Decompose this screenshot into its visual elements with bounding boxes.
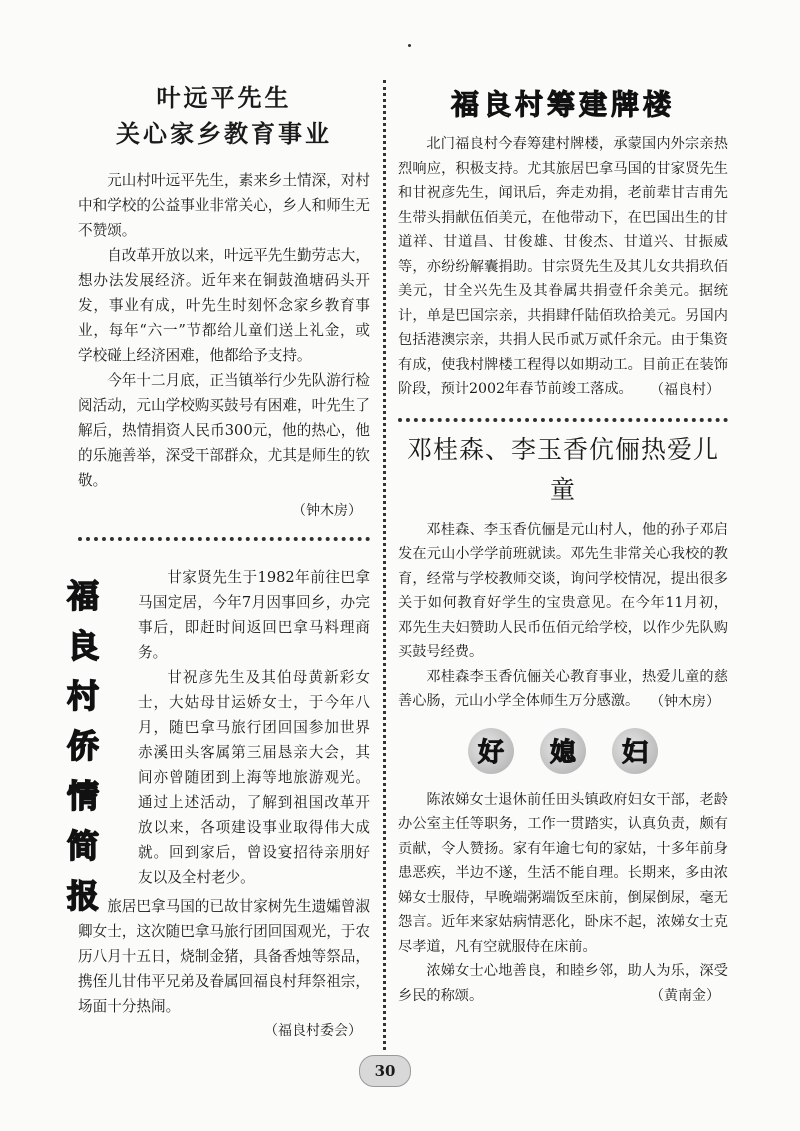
article-source: （福良村委会） <box>264 1023 362 1039</box>
article-source: （钟木房） <box>650 693 720 710</box>
paragraph: 今年十二月底，正当镇举行少先队游行检阅活动，元山学校购买鼓号有困难，叶先生了解后，热情捐资人民币300元，他的热心，他的乐施善举，深受干部群众，尤其是师生的钦敬。 <box>78 372 370 489</box>
banner-char: 情 <box>66 777 99 815</box>
vertical-banner-title <box>66 573 100 923</box>
paragraph: 甘家贤先生于1982年前往巴拿马国定居，今年7月因事回乡，办完事后，即赶时间返回巴拿马料理商务。 <box>138 569 370 661</box>
article-title: 邓桂森、李玉香伉俪热爱儿童 <box>406 434 719 504</box>
article-ye-yuanping <box>78 80 370 523</box>
banner-char: 侨 <box>66 727 99 765</box>
banner-char: 村 <box>66 677 99 715</box>
paragraph: 浓娣女士心地善良，和睦乡邻，助人为乐，深受乡民的称颂。 <box>398 963 728 1004</box>
page-number: 30 <box>359 1055 411 1087</box>
article-archway <box>398 84 728 402</box>
banner-char: 福 <box>66 577 99 615</box>
article-overseas-news <box>66 549 370 1043</box>
right-column <box>398 80 728 1008</box>
title-circle-char: 媳 <box>540 728 586 774</box>
article-source: （福良村） <box>650 381 720 398</box>
circle-title <box>398 728 728 774</box>
title-circle-char: 妇 <box>612 728 658 774</box>
article-title: 福良村筹建牌楼 <box>450 88 675 121</box>
paragraph: 北门福良村今春筹建村牌楼，承蒙国内外宗亲热烈响应，积极支持。尤其旅居巴拿马国的甘家贤先生和甘祝彦先生，闻讯后，奔走劝捐，老前辈甘吉甫先生带头捐献伍佰美元，在他带动下，在巴国出生的甘道祥、甘道昌、甘俊雄、甘俊杰、甘道兴、甘振威等，亦纷纷解囊捐助。甘宗贤先生及其儿女共捐玖佰美元，甘全兴先生及其眷属共捐壹仟余美元。据统计，单是巴国宗亲，共捐肆仟陆佰玖拾美元。另国内包括港澳宗亲，共捐人民币贰万贰仟余元。由于集资有成，使我村牌楼工程得以如期动工。目前正在装饰阶段，预计2002年春节前竣工落成。 <box>398 136 728 397</box>
paragraph: 陈浓娣女士退休前任田头镇政府妇女干部，老龄办公室主任等职务，工作一贯踏实，认真负责，颇有贡献，令人赞扬。家有年逾七旬的家姑，十多年前身患恶疾，半边不遂，生活不能自理。长期来，多由浓娣女士服侍，早晚端粥端饭至床前，倒屎倒尿，毫无怨言。近年来家姑病情恶化，卧床不起，浓娣女士克尽孝道，凡有空就服侍在床前。 <box>398 791 728 955</box>
banner-char: 良 <box>66 627 99 665</box>
left-column <box>66 80 370 1043</box>
section-separator <box>78 537 370 541</box>
article-title-line1: 叶远平先生 <box>156 83 292 112</box>
paragraph: 邓桂森李玉香伉俪关心教育事业，热爱儿童的慈善心肠，元山小学全体师生万分感激。 <box>398 668 728 709</box>
title-circle-char: 好 <box>468 728 514 774</box>
paragraph: 邓桂森、李玉香伉俪是元山村人，他的孙子邓启发在元山小学学前班就读。邓先生非常关心我校的教育，经常与学校教师交谈，询问学校情况，提出很多关于如何教育好学生的宝贵意见。在今年11月初，邓先生夫妇赞助人民币伍佰元给学校，以作少先队购买鼓号经费。 <box>398 521 728 660</box>
print-speck <box>408 44 411 47</box>
banner-char: 报 <box>66 877 99 915</box>
article-source: （钟木房） <box>292 503 362 519</box>
article-good-daughter-in-law <box>398 728 728 1009</box>
paragraph: 甘祝彦先生及其伯母黄新彩女士，大姑母甘运娇女士，于今年八月，随巴拿马旅行团回国参加世界赤溪田头客属第三届恳亲大会，其间亦曾随团到上海等地旅游观光。通过上述活动，了解到祖国改革开放以来，各项建设事业取得伟大成就。回到家后，曾设宴招待亲朋好友以及全村老少。 <box>138 669 370 886</box>
article-title-line2: 关心家乡教育事业 <box>116 119 332 148</box>
section-separator <box>398 418 728 422</box>
article-source: （黄南金） <box>650 988 720 1004</box>
paragraph: 旅居巴拿马国的已故甘家树先生遗孀曾淑卿女士，这次随巴拿马旅行团回国观光，于农历八月十五日，烧制金猪，具备香烛等祭品，携侄儿甘伟平兄弟及眷属回福良村拜祭祖宗，场面十分热闹。 <box>78 898 370 1015</box>
paragraph: 元山村叶远平先生，素来乡土情深，对村中和学校的公益事业非常关心，乡人和师生无不赞颂。 <box>78 172 370 239</box>
paragraph: 自改革开放以来，叶远平先生勤劳志大，想办法发展经济。近年来在铜鼓渔塘码头开发，事业有成，叶先生时刻怀念家乡教育事业，每年“六一”节都给儿童们送上礼金，或学校碰上经济困难，他都给予支持。 <box>78 247 370 364</box>
article-deng-li <box>398 430 728 714</box>
column-divider <box>383 80 386 1050</box>
banner-char: 简 <box>66 827 99 865</box>
